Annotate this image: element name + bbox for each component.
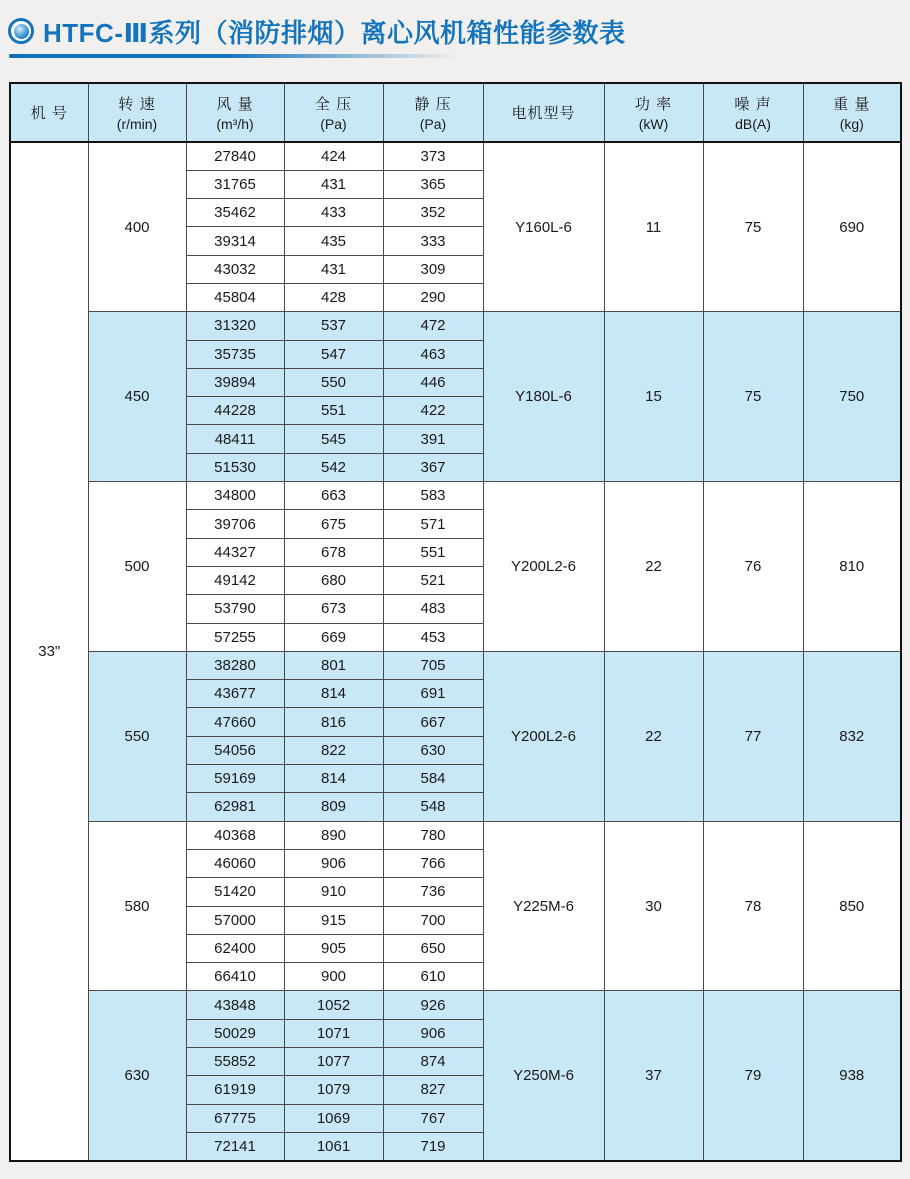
page-header [8,15,901,47]
weight-cell: 690 [803,142,901,312]
total-pressure-cell: 1061 [284,1132,383,1160]
static-pressure-cell: 874 [383,1048,483,1076]
flow-cell: 44228 [186,397,284,425]
speed-cell: 500 [88,482,186,652]
total-pressure-cell: 428 [284,283,383,311]
bullseye-icon [8,18,34,44]
title-underline [9,54,457,58]
total-pressure-cell: 547 [284,340,383,368]
noise-cell: 76 [703,482,803,652]
header-motor: 电机型号 [483,83,604,142]
flow-cell: 45804 [186,283,284,311]
static-pressure-cell: 766 [383,849,483,877]
static-pressure-cell: 700 [383,906,483,934]
table-row [10,651,901,679]
static-pressure-cell: 926 [383,991,483,1019]
static-pressure-cell: 309 [383,255,483,283]
motor-cell: Y180L-6 [483,312,604,482]
table-header [10,83,901,142]
static-pressure-cell: 906 [383,1019,483,1047]
flow-cell: 27840 [186,142,284,170]
flow-cell: 46060 [186,849,284,877]
total-pressure-cell: 1077 [284,1048,383,1076]
static-pressure-cell: 551 [383,538,483,566]
static-pressure-cell: 352 [383,199,483,227]
total-pressure-cell: 905 [284,934,383,962]
power-cell: 11 [604,142,703,312]
header-power: 功 率 (kW) [604,83,703,142]
total-pressure-cell: 433 [284,199,383,227]
header-row [10,83,901,142]
table-row [10,312,901,340]
header-total-pressure: 全 压 (Pa) [284,83,383,142]
total-pressure-cell: 537 [284,312,383,340]
flow-cell: 35462 [186,199,284,227]
speed-cell: 630 [88,991,186,1161]
speed-cell: 550 [88,651,186,821]
motor-cell: Y250M-6 [483,991,604,1161]
flow-cell: 57000 [186,906,284,934]
static-pressure-cell: 367 [383,453,483,481]
static-pressure-cell: 630 [383,736,483,764]
flow-cell: 39314 [186,227,284,255]
flow-cell: 50029 [186,1019,284,1047]
speed-cell: 400 [88,142,186,312]
power-cell: 15 [604,312,703,482]
flow-cell: 61919 [186,1076,284,1104]
spec-table [9,82,902,1162]
flow-cell: 55852 [186,1048,284,1076]
header-noise: 噪 声 dB(A) [703,83,803,142]
total-pressure-cell: 1069 [284,1104,383,1132]
static-pressure-cell: 583 [383,482,483,510]
static-pressure-cell: 667 [383,708,483,736]
total-pressure-cell: 906 [284,849,383,877]
power-cell: 30 [604,821,703,991]
flow-cell: 49142 [186,566,284,594]
total-pressure-cell: 900 [284,963,383,991]
total-pressure-cell: 890 [284,821,383,849]
weight-cell: 832 [803,651,901,821]
motor-cell: Y200L2-6 [483,482,604,652]
static-pressure-cell: 373 [383,142,483,170]
power-cell: 22 [604,482,703,652]
flow-cell: 43677 [186,680,284,708]
total-pressure-cell: 550 [284,368,383,396]
total-pressure-cell: 669 [284,623,383,651]
static-pressure-cell: 483 [383,595,483,623]
header-static-pressure: 静 压 (Pa) [383,83,483,142]
flow-cell: 40368 [186,821,284,849]
static-pressure-cell: 650 [383,934,483,962]
static-pressure-cell: 719 [383,1132,483,1160]
static-pressure-cell: 705 [383,651,483,679]
total-pressure-cell: 663 [284,482,383,510]
flow-cell: 51530 [186,453,284,481]
flow-cell: 51420 [186,878,284,906]
motor-cell: Y225M-6 [483,821,604,991]
table-row [10,821,901,849]
flow-cell: 38280 [186,651,284,679]
weight-cell: 810 [803,482,901,652]
static-pressure-cell: 453 [383,623,483,651]
flow-cell: 67775 [186,1104,284,1132]
static-pressure-cell: 365 [383,170,483,198]
speed-cell: 450 [88,312,186,482]
total-pressure-cell: 678 [284,538,383,566]
total-pressure-cell: 801 [284,651,383,679]
page-title: HTFC-Ⅲ系列（消防排烟）离心风机箱性能参数表 [43,17,626,48]
flow-cell: 43848 [186,991,284,1019]
noise-cell: 75 [703,142,803,312]
flow-cell: 44327 [186,538,284,566]
total-pressure-cell: 816 [284,708,383,736]
total-pressure-cell: 675 [284,510,383,538]
total-pressure-cell: 1071 [284,1019,383,1047]
motor-cell: Y200L2-6 [483,651,604,821]
total-pressure-cell: 809 [284,793,383,821]
bullseye-icon-core [14,24,29,39]
table-row [10,991,901,1019]
speed-cell: 580 [88,821,186,991]
flow-cell: 39894 [186,368,284,396]
weight-cell: 850 [803,821,901,991]
static-pressure-cell: 767 [383,1104,483,1132]
total-pressure-cell: 545 [284,425,383,453]
flow-cell: 31765 [186,170,284,198]
noise-cell: 78 [703,821,803,991]
table-row [10,482,901,510]
table-row [10,142,901,170]
total-pressure-cell: 431 [284,255,383,283]
total-pressure-cell: 822 [284,736,383,764]
flow-cell: 48411 [186,425,284,453]
noise-cell: 75 [703,312,803,482]
static-pressure-cell: 548 [383,793,483,821]
flow-cell: 31320 [186,312,284,340]
noise-cell: 79 [703,991,803,1161]
static-pressure-cell: 391 [383,425,483,453]
static-pressure-cell: 422 [383,397,483,425]
total-pressure-cell: 1052 [284,991,383,1019]
weight-cell: 750 [803,312,901,482]
static-pressure-cell: 472 [383,312,483,340]
flow-cell: 59169 [186,765,284,793]
static-pressure-cell: 290 [383,283,483,311]
static-pressure-cell: 521 [383,566,483,594]
total-pressure-cell: 435 [284,227,383,255]
flow-cell: 72141 [186,1132,284,1160]
total-pressure-cell: 910 [284,878,383,906]
total-pressure-cell: 814 [284,680,383,708]
header-flow: 风 量 (m³/h) [186,83,284,142]
static-pressure-cell: 780 [383,821,483,849]
flow-cell: 66410 [186,963,284,991]
flow-cell: 62981 [186,793,284,821]
static-pressure-cell: 446 [383,368,483,396]
total-pressure-cell: 431 [284,170,383,198]
flow-cell: 57255 [186,623,284,651]
total-pressure-cell: 1079 [284,1076,383,1104]
power-cell: 37 [604,991,703,1161]
motor-cell: Y160L-6 [483,142,604,312]
static-pressure-cell: 827 [383,1076,483,1104]
static-pressure-cell: 610 [383,963,483,991]
flow-cell: 39706 [186,510,284,538]
flow-cell: 47660 [186,708,284,736]
flow-cell: 54056 [186,736,284,764]
total-pressure-cell: 673 [284,595,383,623]
static-pressure-cell: 736 [383,878,483,906]
static-pressure-cell: 691 [383,680,483,708]
machine-no-cell: 33" [10,142,88,1161]
static-pressure-cell: 463 [383,340,483,368]
total-pressure-cell: 551 [284,397,383,425]
flow-cell: 62400 [186,934,284,962]
static-pressure-cell: 333 [383,227,483,255]
total-pressure-cell: 424 [284,142,383,170]
weight-cell: 938 [803,991,901,1161]
total-pressure-cell: 915 [284,906,383,934]
flow-cell: 34800 [186,482,284,510]
static-pressure-cell: 571 [383,510,483,538]
header-weight: 重 量 (kg) [803,83,901,142]
total-pressure-cell: 542 [284,453,383,481]
flow-cell: 35735 [186,340,284,368]
table-body [10,142,901,1161]
static-pressure-cell: 584 [383,765,483,793]
noise-cell: 77 [703,651,803,821]
header-machine-no: 机 号 [10,83,88,142]
flow-cell: 43032 [186,255,284,283]
flow-cell: 53790 [186,595,284,623]
total-pressure-cell: 680 [284,566,383,594]
total-pressure-cell: 814 [284,765,383,793]
power-cell: 22 [604,651,703,821]
header-speed: 转 速 (r/min) [88,83,186,142]
